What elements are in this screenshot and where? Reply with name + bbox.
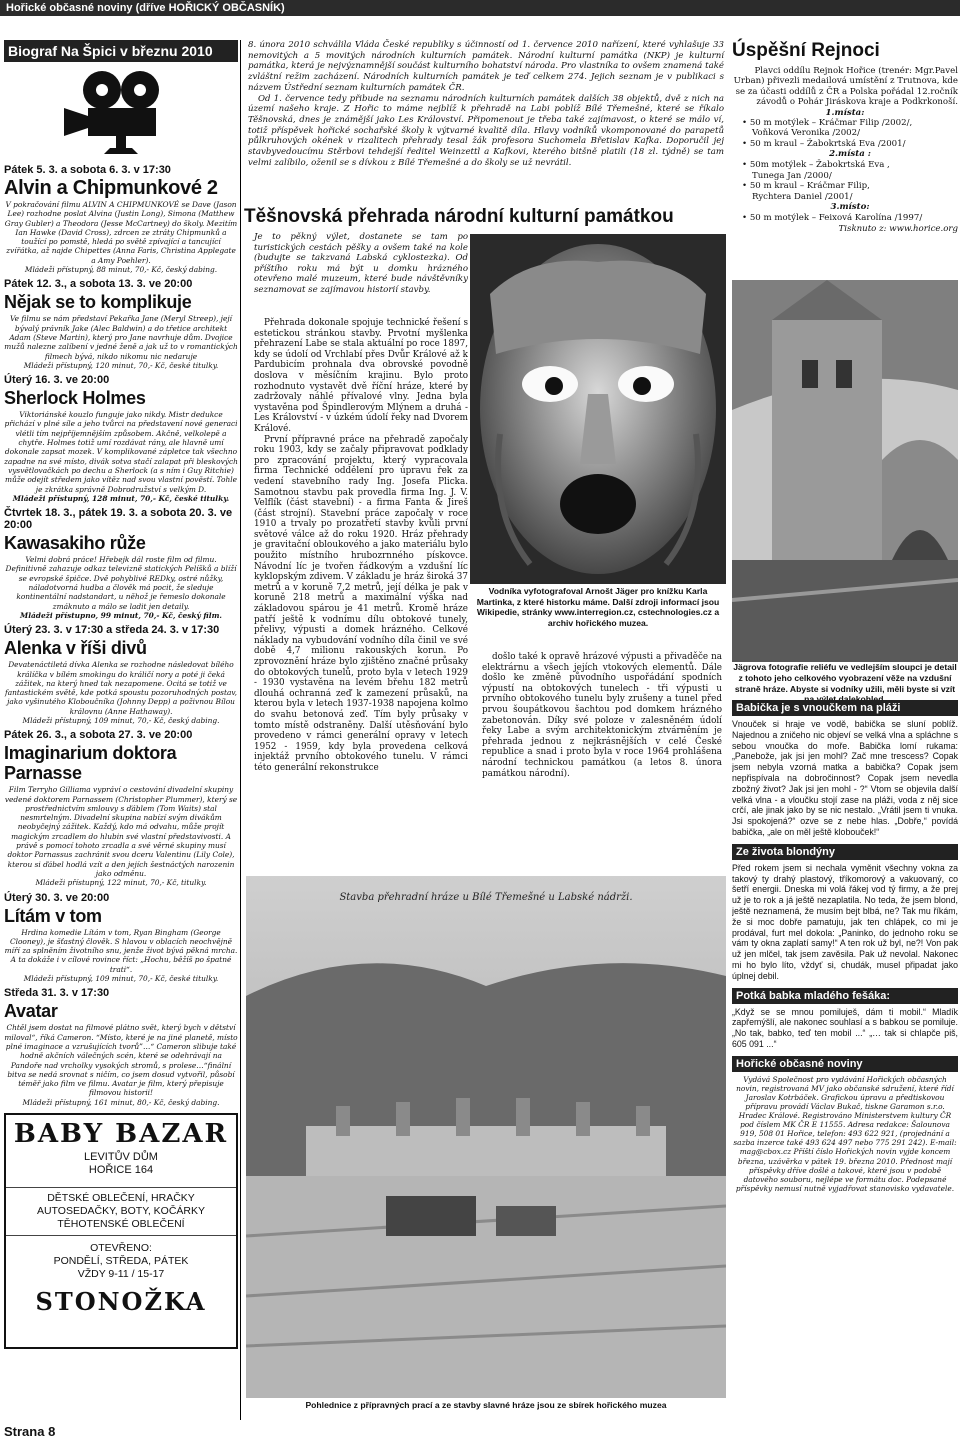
ad-brand: STONOŽKA	[35, 1287, 207, 1316]
ad-open-days: PONDĚLÍ, STŘEDA, PÁTEK	[53, 1255, 189, 1267]
film-desc: V pokračování filmu ALVIN A CHIPMUNKOVÉ se Dave (Jason Lee) rozhodne poslat Alvina (Justin Long), Simona (Matthew Gray Gubler) a Theodora (Jesse McCartney) do školy. Mezitím Ian Hawke (David Cross), zdrcen ze ztráty Chipmunků a toužící po pomstě, hledá po světě zpívající a tancující zvířátka, až najde Chipettes (Anna Faris, Christina Applegate a Amy Poehler).	[4, 200, 238, 265]
fesak-text: „Když se se mnou pomiluješ, dám ti mobil.“ Mladík zapřemýšlí, ale nakonec souhlasí a s babkou se pomiluje. „No tak, babko, teď ten mobil ...“ „… tak si chlapče piš, 605 091 ...“	[732, 1006, 958, 1049]
noviny-title: Hořické občasné noviny	[732, 1056, 958, 1072]
place-2: 2.místa :	[829, 149, 871, 160]
result-item: • 50 m motýlek – Kráčmar Filip /2002/,	[742, 117, 913, 128]
film-6	[4, 892, 238, 984]
fesak-title: Potká babka mladého fešáka:	[732, 988, 958, 1004]
film-4	[4, 624, 238, 725]
rejnoci-title: Úspěšní Rejnoci	[732, 40, 880, 61]
newspaper-header: Hořické občasné noviny (dříve HOŘICKÝ OBČASNÍK)	[0, 0, 960, 16]
result-text: 50 m kraul – Žabokrtská Eva /2001/	[749, 138, 906, 149]
results-list	[732, 118, 958, 224]
result-item: • 50m motýlek – Žabokrtská Eva ,	[742, 160, 890, 170]
result-item: • 50 m motýlek – Feixová Karolína /1997/	[742, 212, 923, 223]
source-note: Tisknuto z: www.horice.org	[838, 223, 958, 234]
film-title: Nějak se to komplikuje	[4, 292, 192, 313]
right-column	[732, 40, 958, 234]
babicka-text: Vnouček si hraje ve vodě, babička se sluní poblíž. Najednou a zničeho nic objeví se velká vlna a spláchne s sebou vnoučka do moře. Babička lomí rukama: „Panebože, jak jsi jen mohl? Zač mne trescess? Copak jsem nebyla vzorná matka a babička? Copak jsem nepřispívala na dobročinnost? Copak jsem nevedla zbožný život? Jak jsi jen mohl - ?“ Vtom se objevila další velká vlna - a vloučku stojí zase na pláži, voda z něj sice crčí, ale jinak jako by se nic nestalo. „Vrátil jsem ti vnuka. Jsi spokojená?“ ozve se z nebe hlas. „Dobře,“ povídá babička, „ale on měl ještě klobouček!“	[732, 719, 958, 837]
intro-paragraph: 8. února 2010 schválila Vláda České republiky s účinností od 1. července 2010 nařízení, které vyhlašuje 33 nemovitých a 5 movitých národních kulturních památek. Národní kulturní památka (NKP) je kulturní památka, která je nejvýznamnější součást kulturního bohatství národa. Pro vlastníka to ovšem znamená také zvláštní režim zacházení. Národních kulturních památek je teď celkem 274. Jejich seznam je v publikaci s názvem Ústřední seznam kulturních památek ČR.	[248, 40, 724, 93]
result-item	[742, 171, 958, 182]
projector-icon	[4, 64, 238, 160]
dam-tower-photo	[732, 280, 958, 662]
ad-open-title: OTEVŘENO:	[90, 1242, 152, 1254]
result-text: 50 m motýlek – Feixová Karolína /1997/	[749, 212, 923, 223]
film-info: Mládeži přístupný, 120 minut, 70,- Kč, české titulky.	[23, 360, 219, 370]
place-1: 1.místa:	[825, 107, 865, 118]
result-text: Rychtera Daniel /2001/	[752, 191, 853, 202]
film-title: Imaginarium doktora Parnasse	[4, 743, 177, 784]
film-desc: Ve filmu se nám představí Pekařka Jane (Meryl Streep), její bývalý právník Jake (Alec Baldwin) a do třetice architekt Adam (Steve Martin), který pro Jane navrhuje dům. Dvojice mužů nalezne zalíbení v jedné ženě a jak už to v romantických filmech bývá, nikdo nikomu nic nedaruje	[4, 314, 238, 361]
result-text: 50 m motýlek – Kráčmar Filip /2002/,	[749, 117, 913, 128]
film-desc: Velmi dobrá práce! Hřebejk dál roste film od filmu. Definitivně zahazuje odkaz televizně statických Pelíšků a blíží se evropské špičce. Dvě pohyblivé REDky, ostré nůžky, náladotvorná hudba a člověk má pocit, že sleduje kontinentální nadstandart, u něhož je řemeslo dokonale zmáknuto a málo se ladit jen detaily.	[5, 555, 237, 611]
film-info: Mládeži přístupný, 128 minut, 70,- Kč, české titulky.	[12, 493, 230, 503]
film-date: Pátek 5. 3. a sobota 6. 3. v 17:30	[4, 164, 171, 176]
page-number: Strana 8	[4, 1424, 56, 1439]
film-info: Mládeži přístupný, 109 minut, 70,- Kč, český dabing.	[22, 715, 220, 725]
film-desc: Film Terryho Gilliama vypráví o cestování divadelní skupiny vedené doktorem Parnassem (Christopher Plummer), který se prostřednictvím smlouvy s ďáblem (Tom Waits) stal nesmrtelným. Divadelní skupina nabízí svým divákům neobyčejný zážitek. Každý, kdo má odvahu, může projít magickým zrcadlem do hlubin své vlastní představivosti. A právě s pomocí tohoto zrcadla a své věrné skupiny musí doktor Parnassus zachránit svou dceru Valentinu (Lily Cole), kterou si ďábel hodlá vzít a den jejích šestnáctých narozenin jako odměnu.	[4, 785, 238, 878]
article-paragraph: došlo také k opravě hrázové výpusti a přivaděče na elektrárnu a všech jejích vtokových elementů. Dále došlo ke změně původního uspořádání spodních výpustí na obtokových tunelech - tři výpusti u prvního obtokového tunelu byly zrušeny a tunel před prvou šoupátkovou šachtou pod domkem hrázného zabetonován. Díky své poloze v zalesněném údolí řeky Labe a svým architektonickým ztvárněním je přehrada jednou z nejkrásnějších v celé České republice a snad i proto byla v roce 1964 prohlášena národní technickou památkou (a letos 8. února památkou národní).	[482, 652, 722, 779]
cinema-title: Biograf Na Špici v březnu 2010	[4, 40, 238, 62]
film-title: Avatar	[4, 1001, 58, 1022]
film-title: Kawasakiho růže	[4, 533, 146, 554]
ad-items-line2: AUTOSEDAČKY, BOTY, KOČÁRKY	[36, 1205, 206, 1217]
film-info: Mládeži přístupný, 109 minut, 70,- Kč, české titulky.	[23, 974, 219, 984]
result-text: 50 m kraul – Kráčmar Filip,	[749, 181, 870, 192]
film-desc: Devatenáctiletá dívka Alenka se rozhodne následovat bílého králíčka v bílém smokingu do králičí nory a poté ji čeká zážitek, na který hned tak nezapomene. Ocitá se totiž ve fantastickém světě, kde potká spoustu pozoruhodných postav, jako vyšinutého Kloboučníka (Johnny Depp) a poživnou Bílou královnu (Anne Hathaway).	[5, 660, 237, 716]
film-date: Úterý 23. 3. v 17:30 a středa 24. 3. v 17:30	[4, 624, 220, 637]
film-date: Čtvrtek 18. 3., pátek 19. 3. a sobota 20. 3. ve 20:00	[4, 507, 233, 532]
photo1-caption: Vodníka vyfotografoval Arnošt Jäger pro knížku Karla Martinka, z které historku máme. Další zdroji informací jsou Wikipedie, stránky www.interregion.cz, cstechnologies.cz a archiv hořického muzea.	[476, 586, 720, 628]
result-item: • 50 m kraul – Kráčmar Filip,	[742, 181, 870, 192]
article-paragraph: První přípravné práce na přehradě započaly roku 1903, kdy se začaly připravovat podklady pro zpracování projektu, který vypracovala firma Technické oddělení pro úpravu řek za vedení stavebního rady Ing. Josefa Plicka. Samotnou stavbu pak provedla firma Ing. J. V. Velflík (část stavební) - a firma Fanta & Jireš (část strojní). Stavební práce započaly v roce 1910 a trvaly po prozatřetí stavby kvůli první světové válce až do roku 1920. Hráz přehrady je gravitační obloukového a jako materiálu bylo použito místního hrubozrnného pískovce. Návodní líc je tvořen řádkovým a vzdušní líc kyklopským zdivem. V základu je hráz široká 37 metrů a v koruně 7,2 metrů, její délka je pak v koruně 218 metrů a maximální výška nad základovou spárou je 41 metrů. Kromě hráze patří ještě k vodnímu dílu obtokové tunely, přelivy, výpusti a domek hrázného. Celkové náklady na vybudování vodního díla činil ve své době 4,7 milionu rakouských korun. Po zprovoznění hráze bylo zjištěno značné průsaky do obtokových tunelů, proto byla v letech 1929 - 1930 vystavěna na levém břehu 182 metrů dlouhá ochranná zeď k zamezení průsaků, na kterou byla v letech 1937-1938 napojena kolmo do svahu betonová zeď. Tím byly průsaky v tomto místě odstraněny. Další utěsňování bylo provedeno v rámci generální opravy v letech 1952 - 1959, kdy byla provedena celková injektáž prvního obtokového tunelu. V rámci této generální rekonstrukce	[254, 434, 468, 773]
result-text: Tunega Jan /2000/	[752, 170, 832, 181]
ad-address-line1: LEVITŮV DŮM	[84, 1151, 158, 1163]
ad-open-hours: VŽDY 9-11 / 15-17	[77, 1268, 165, 1280]
blondyny-text: Před rokem jsem si nechala vyměnit všechny vokna za takový ty drahý plastový, tříkomorový a vakuovaný, co šetří energii. Dneska mi volá řákej vod tý firmy, a že prej už je to rok a já ještě nezaplatila. No teda, že jsem blond, ještě neznamená, že musím bejt blbá, ne? Tak mu říkám, že si moc dobře pamatuju, jak ten chlápek, co mi je prodával, furt mel dokola: „Paninko, do jednoho roku se vám ty okna zaplatí samy!“ A ten rok už byl, ne?! Von pak už jen mlčel, tak jsem zavěsila. Pak už nevolal. Nakonec mi ho bylo líto, vždyť si, chudák, musel připadat jako úplnej debil.	[732, 862, 958, 981]
intro-text	[248, 40, 724, 168]
film-5	[4, 729, 238, 887]
film-3	[4, 507, 238, 620]
article-continued	[482, 652, 722, 779]
article-headline: Těšnovská přehrada národní kulturní památkou	[244, 206, 674, 227]
film-date: Úterý 16. 3. ve 20:00	[4, 374, 110, 387]
ad-items-line3: TĚHOTENSKÉ OBLEČENÍ	[57, 1218, 185, 1230]
rejnoci-text: Plavci oddílu Rejnok Hořice (trenér: Mgr.Pavel Urban) přivezli medailová umístění z Trutnova, kde se za účasti oddílů z ČR a Polska pořádal 12.ročník závodů o Pohár Jiráskova kraje a Podkrkonoší.	[733, 66, 958, 108]
blondyny-title: Ze života blondýny	[732, 844, 958, 860]
film-2	[4, 374, 238, 503]
film-title: Sherlock Holmes	[4, 388, 146, 409]
film-1	[4, 278, 238, 370]
film-title: Alenka v říši divů	[4, 638, 147, 659]
film-title: Lítám v tom	[4, 905, 102, 926]
result-item	[742, 192, 958, 203]
film-date: Středa 31. 3. v 17:30	[4, 987, 110, 1000]
result-item	[742, 128, 958, 139]
result-text: Voňková Veronika /2002/	[752, 128, 861, 139]
result-item: • 50 m kraul – Žabokrtská Eva /2001/	[742, 138, 906, 149]
film-7	[4, 987, 238, 1107]
film-info: Mládeži přístupný, 88 minut, 70,- Kč, český dabing.	[24, 265, 218, 275]
film-info: Mládeži přístupný, 161 minut, 80,- Kč, český dabing.	[22, 1097, 220, 1107]
article-lead: Je to pěkný výlet, dostanete se tam po turistických cestách pěšky a ovšem také na kole (budujte se takzvaná Labská cyklostezka). Od příštího roku má být u domku hrázného otevřeno malé muzeum, které bude návštěvníky seznamovat se zajímavou historií stavby.	[254, 232, 468, 295]
article-body	[254, 318, 468, 774]
photo2-inner-caption: Stavba přehradní hráze u Bílé Třemešné u Labské nádrži.	[339, 892, 633, 903]
film-date: Pátek 26. 3., a sobota 27. 3. ve 20:00	[4, 729, 193, 742]
vodnik-relief-photo	[470, 234, 726, 584]
ad-items-line1: DĚTSKÉ OBLEČENÍ, HRAČKY	[47, 1192, 195, 1204]
film-title: Alvin a Chipmunkové 2	[4, 177, 218, 199]
film-desc: Chtěl jsem dostat na filmové plátno svět, který bych v dětství miloval“, říká Cameron. “Místo, které je na jiné planetě, místo plné imaginace a vzrušujících tvorů”…“ Cameron slibuje také hodně akčních válečných scén, které se odehrávají na Pandoře nad vrcholky vysokých stromů, s prolese…“finální bitva se nedá srovnat s ničím, co jsem dosud vytvořil, působí téměř jako film ve filmu. Avatar je film, který přepisuje filmovou historii!	[4, 1023, 238, 1098]
film-desc: Hrdina komedie Lítám v tom, Ryan Bingham (George Clooney), je šťastný člověk. S hlavou v oblacích neochvějně míří za splněním životního snu, jenže život bývá pěkná mrcha. A ta dokáže i v cílové rovince říct: „Hochu, běžíš po špatné trati“.	[4, 927, 238, 974]
film-date: Pátek 12. 3., a sobota 13. 3. ve 20:00	[4, 278, 193, 291]
dam-construction-photo	[246, 876, 726, 1398]
ad-address-line2: HOŘICE 164	[88, 1164, 154, 1176]
cinema-column	[4, 40, 238, 1410]
baby-bazar-ad	[4, 1113, 238, 1349]
photo2-caption: Pohlednice z přípravných prací a ze stavby slavné hráze jsou ze sbírek hořického muzea	[305, 1400, 667, 1410]
film-desc: Viktoriánské kouzlo funguje jako nikdy. Mistr dedukce přichází v plné síle a jeho tvůrci na představení nové generaci vlétli tím nejpříjemnějším způsobem. Akčně, velkolepě a chytře. Holmes totiž umí rozdávat rány, ale hlavně umí dokonale zapsat mozek. V komplikované zápletce tak všechno zapadne na své místo, divák sotva stačí zalapat při bleskových vysvětlovačkách po dechu a Sherlock (a s ním i Guy Ritchie) může odejít středem jako vítěz nad svou vlastní pověstí. Tohle je zkrátka správně Dobrodružství s velkým D.	[4, 410, 238, 494]
place-3: 3.místo:	[830, 202, 870, 213]
film-date: Úterý 30. 3. ve 20:00	[4, 891, 110, 904]
film-info: Mládeži přístupno, 99 minut, 70,- Kč, český film.	[20, 610, 222, 620]
intro-paragraph: Od 1. července tedy přibude na seznamu národních kulturních památek dalších 38 objektů, dvě z nich na území našeho kraje. Z Hořic to máme nejblíž k přehradě na Labi poblíž Bílé Třemešné, které se říkalo Těšnovská, dnes je známější jako Les Království. Připomenout je třeba také zajímavost, o které se málo ví, totiž příspěvek hořické sochařské školy k výtvarné kvalitě díla. Hlavy vodníků vkomponované do parapetů půlkruhových okének v rizalitech přehrady tesal žák profesora Suchomela Břetislav Kafka. Doporučil jej stavbyvedoucímu Stěrbovi tehdejší ředitel Weinzettl a Kafkovi, kterého bitšně platili (18 zl. týdně) se tam velmi zalíbilo, oženil se s dívkou z Bílé Třemešné a do školy se už nevrátil.	[248, 93, 724, 168]
humor-column	[732, 700, 958, 1400]
impressum: Vydává Společnost pro vydávání Hořických občasných novin, registrovaná MV jako občanské sdružení, které řídí Jaroslav Kotrbáček. Grafickou úpravu a předtiskovou přípravu provádí Václav Bukač, tiskne Garamon s.r.o. Hradec Králové. Registrováno Ministerstvem kultury ČR pod číslem MK ČR E 11555. Adresa redakce: Šalounova 919, 508 01 Hořice, telefon: 493 622 921, (projednání a sazba inzerce také 493 624 497 nebo 775 291 242). E-mail: mag@cbox.cz Příští číslo Hořických novin vyjde koncem března, uzávěrka v pátek 19. března 2010. Přednost mají příspěvky dříve došlé a takové, které jsou v podobě datového souboru, nejlépe ve formátu doc. Podepsané příspěvky nemusí nutně vyjadřovat stanovisko vydavatele.	[733, 1074, 957, 1193]
article-paragraph: Přehrada dokonale spojuje technické řešení s estetickou stránkou stavby. Prvotní myšlenka přehrazení Labe se stala aktuální po roce 1897, kdy se údolí od Vrchlabí přes Dvůr Králové až k Pardubicím prohnala dva obrovské povodně doslova v měsíčním krajinu. Bylo proto rozhodnuto vystavět dvě říční hráze, které by zadržovaly náhlé přívalové vlny. Jedna byla vystavěna pod Špindlerovým Mlýnem a druhá - Les Království - v úzkém údolí řeky nad Dvorem Králové.	[254, 318, 468, 434]
result-text: 50m motýlek – Žabokrtská Eva ,	[749, 160, 890, 170]
ad-name: BABY BAZAR	[13, 1119, 229, 1149]
photo3-caption: Jägrova fotografie reliéfu ve vedlejším sloupci je detail z tohoto jeho celkového vyobrazení věže na vzdušní straně hráze. Abyste si vodníky užili, měli byste si vzít	[733, 662, 957, 694]
film-info: Mládeži přístupný, 122 minut, 70,- Kč, titulky.	[35, 878, 207, 888]
column-divider	[240, 40, 241, 1420]
film-0	[4, 164, 238, 274]
babicka-title: Babička je s vnoučkem na pláži	[732, 700, 958, 716]
